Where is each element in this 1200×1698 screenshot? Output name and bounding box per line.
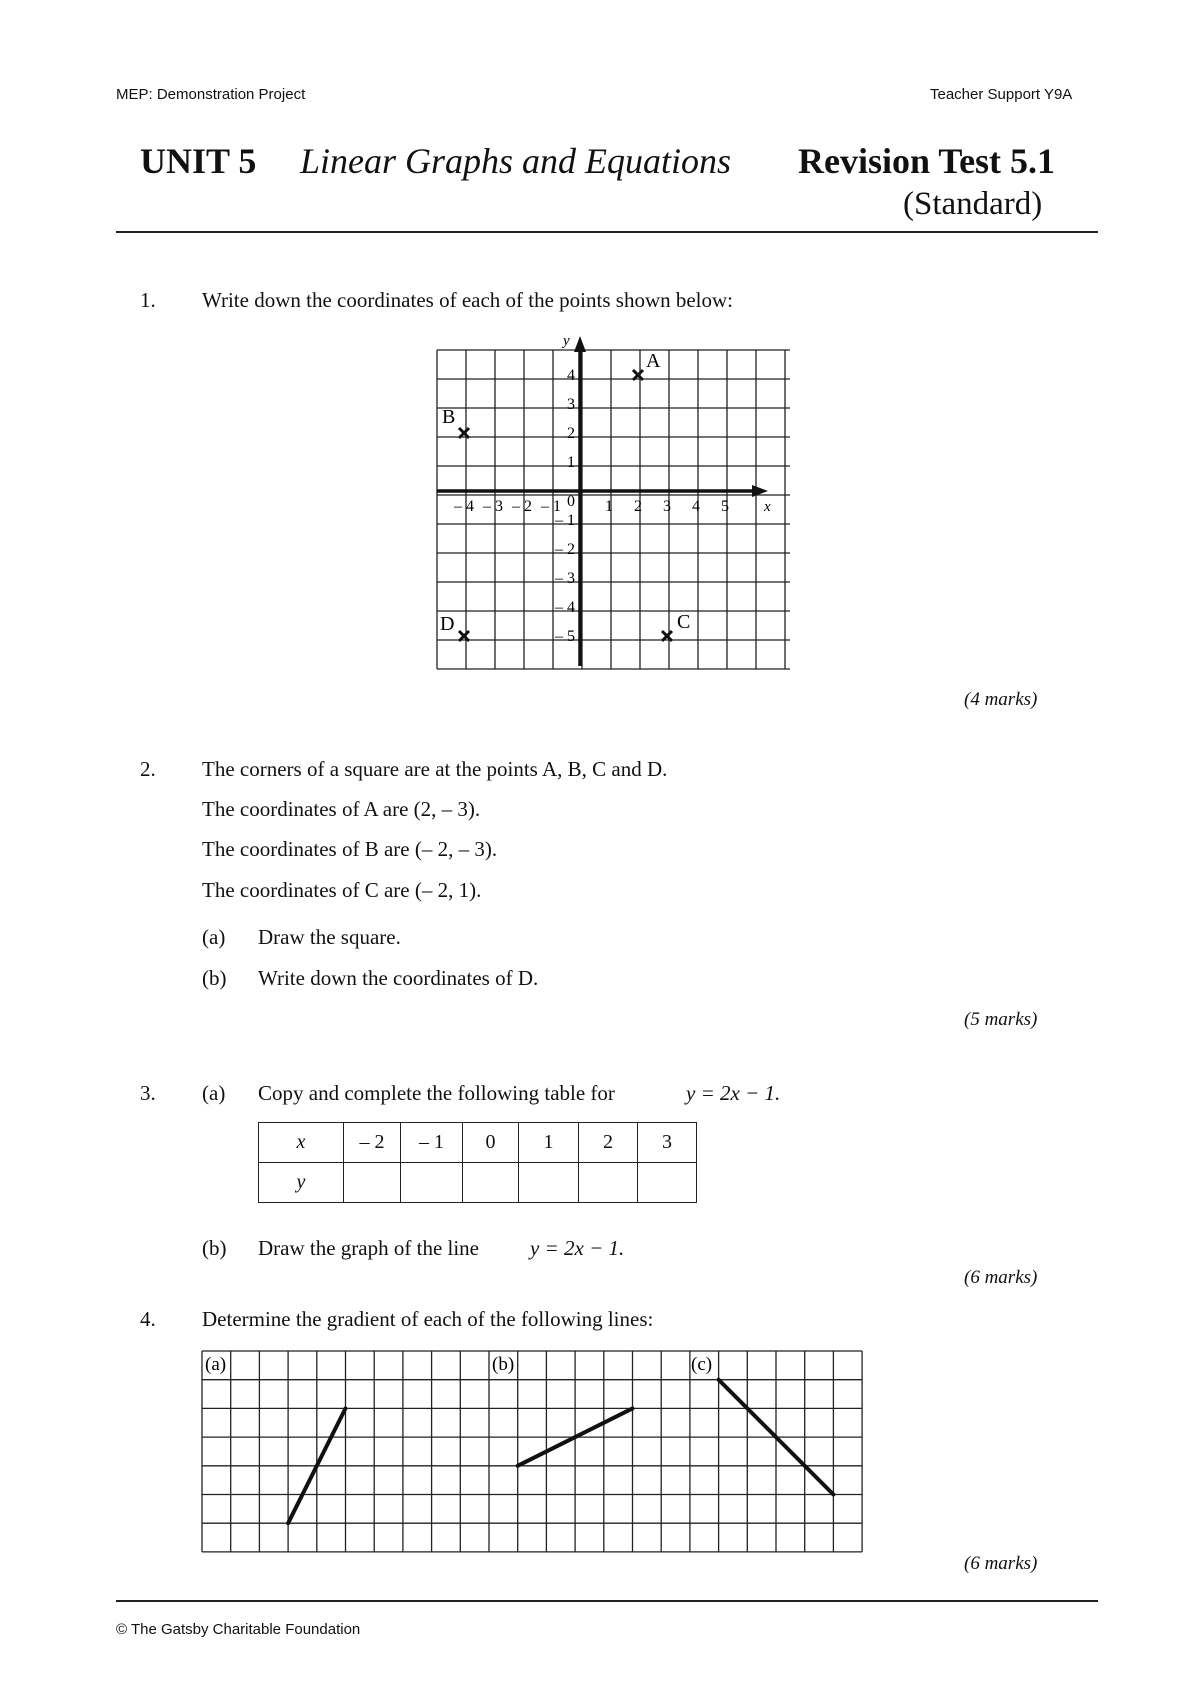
q4-number: 4. [140, 1307, 156, 1331]
q1-y-tick-label: 2 [567, 425, 575, 442]
q3-table-x-value: – 2 [344, 1123, 401, 1163]
running-header-right: Teacher Support Y9A [930, 86, 1073, 103]
q1-y-tick-label: – 5 [555, 628, 575, 645]
q1-x-tick-label: – 3 [483, 498, 503, 515]
q4-grid-label-c: (c) [691, 1354, 713, 1375]
q3-part-b-text: Draw the graph of the line [258, 1236, 480, 1260]
q3-table-y-cell[interactable] [463, 1163, 519, 1203]
q1-point-b-label: B [442, 406, 456, 428]
q1-x-tick-labels [453, 498, 729, 515]
q1-x-tick-label: 2 [634, 498, 642, 515]
q3-number: 3. [140, 1081, 156, 1105]
q1-y-tick-label: 3 [567, 396, 575, 413]
q4-lines [288, 1380, 833, 1524]
q1-x-tick-label: 3 [663, 498, 671, 515]
q2-part-a-text: Draw the square. [258, 925, 401, 949]
q3-table-x-row [259, 1123, 697, 1163]
q2-marks: (5 marks) [964, 1009, 1038, 1030]
q3-table-y-row [259, 1163, 697, 1203]
q3-table-x-value: 2 [579, 1123, 638, 1163]
q1-y-tick-label: – 4 [555, 599, 575, 616]
q1-x-tick-label: 4 [692, 498, 700, 515]
q3-part-a-text: Copy and complete the following table for [258, 1081, 615, 1105]
unit-title: UNIT 5 [140, 141, 257, 181]
q1-x-axis-label: x [764, 499, 771, 515]
q2-intro: The corners of a square are at the points A, B, C and D. [202, 757, 668, 781]
q1-text: Write down the coordinates of each of the points shown below: [202, 288, 734, 312]
q1-y-tick-label: – 2 [555, 541, 575, 558]
q3-table-y-cell[interactable] [638, 1163, 697, 1203]
title-divider [116, 231, 1098, 233]
q1-point-c-label: C [677, 611, 691, 633]
q1-y-tick-label: – 1 [555, 512, 575, 529]
q1-x-tick-label: – 1 [541, 498, 561, 515]
test-level: (Standard) [903, 186, 1043, 222]
unit-topic: Linear Graphs and Equations [300, 141, 732, 181]
q1-point-a-label: A [646, 350, 661, 372]
q3-table-y-cell[interactable] [519, 1163, 579, 1203]
q3-table-y-header: y [259, 1163, 344, 1203]
q4-grid-label-a: (a) [205, 1354, 227, 1375]
q1-x-tick-label: 5 [721, 498, 729, 515]
q3-table-y-cell[interactable] [579, 1163, 638, 1203]
q1-number: 1. [140, 288, 156, 312]
test-title: Revision Test 5.1 [798, 141, 1056, 181]
q2-part-b-text: Write down the coordinates of D. [258, 966, 539, 990]
q1-coordinate-grid [420, 325, 790, 675]
q1-x-tick-label: – 4 [454, 498, 474, 515]
q2-number: 2. [140, 757, 156, 781]
q3-table-y-cell[interactable] [344, 1163, 401, 1203]
q3-table-x-value: 3 [638, 1123, 697, 1163]
q1-marks: (4 marks) [964, 689, 1038, 710]
q3-part-b-label: (b) [202, 1236, 227, 1260]
q1-origin-label: 0 [567, 493, 575, 510]
q4-gradient-grid [200, 1345, 870, 1560]
q3-table-x-value: 0 [463, 1123, 519, 1163]
q4-text: Determine the gradient of each of the following lines: [202, 1307, 654, 1331]
q3-table-y-cell[interactable] [401, 1163, 463, 1203]
q2-coordinates-c: The coordinates of C are (– 2, 1). [202, 878, 482, 902]
q1-y-tick-label: – 3 [555, 570, 575, 587]
q2-coordinates-b: The coordinates of B are (– 2, – 3). [202, 837, 498, 861]
q3-value-table [258, 1122, 697, 1203]
q3-equation: y = 2x − 1. [686, 1081, 781, 1105]
q1-point-d-label: D [440, 613, 455, 635]
q1-y-tick-label: 4 [567, 367, 575, 384]
q4-marks: (6 marks) [964, 1553, 1038, 1574]
q1-y-axis-arrow-icon [574, 336, 586, 352]
q1-x-tick-label: 1 [605, 498, 613, 515]
q3-part-a-label: (a) [202, 1081, 226, 1105]
q3-table-x-value: – 1 [401, 1123, 463, 1163]
q3-table-x-value: 1 [519, 1123, 579, 1163]
q4-gridlines [202, 1351, 862, 1552]
footer-divider [116, 1600, 1098, 1602]
q1-x-tick-label: – 2 [512, 498, 532, 515]
q1-y-tick-label: 1 [567, 454, 575, 471]
running-header-left: MEP: Demonstration Project [116, 86, 306, 103]
q3-table-x-header: x [259, 1123, 344, 1163]
q1-y-axis-label: y [563, 333, 570, 349]
q3-marks: (6 marks) [964, 1267, 1038, 1288]
q2-coordinates-a: The coordinates of A are (2, – 3). [202, 797, 481, 821]
q2-part-a-label: (a) [202, 925, 226, 949]
q2-part-b-label: (b) [202, 966, 227, 990]
q3-part-b-equation: y = 2x − 1. [530, 1236, 625, 1260]
footer-copyright: © The Gatsby Charitable Foundation [116, 1621, 361, 1638]
q4-grid-label-b: (b) [492, 1354, 515, 1375]
